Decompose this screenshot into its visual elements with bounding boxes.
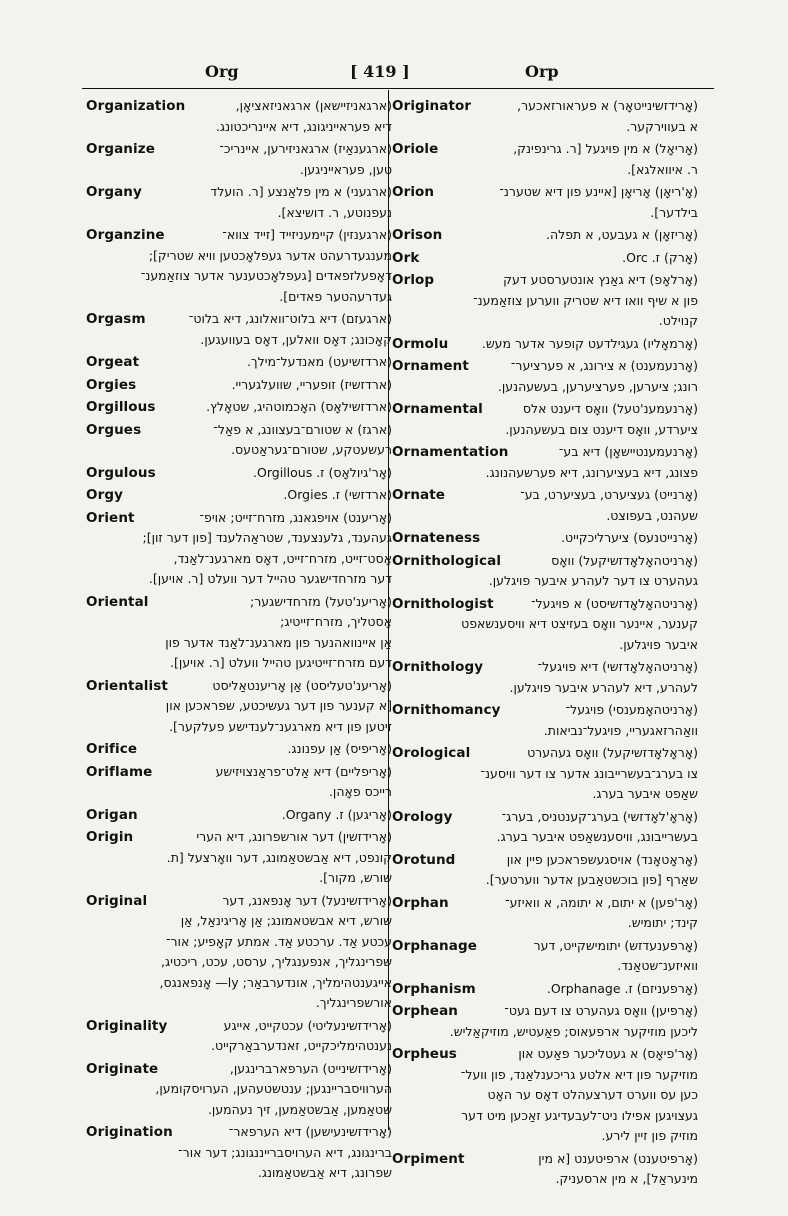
entry-definition-start: (אָרניטהאָלאָדזשיקעל) וואָס [551, 552, 698, 568]
entry-first-line [86, 420, 392, 441]
entry-definition-line: בילדער]. [650, 204, 698, 220]
entry-headword: Ork [392, 249, 420, 266]
entry-definition-line: מוזיקער פון דיא אלטע גריכענלאַנד, פון וועל־ [460, 1066, 698, 1082]
entry-first-line [392, 528, 698, 549]
dictionary-entry [86, 352, 392, 373]
entry-headword: Orgues [86, 421, 142, 438]
entry-headword: Organzine [86, 227, 165, 243]
entry-definition-start: (אָריענט) אויפגאנג, מזרח־זייט; אויפ־ [199, 509, 392, 525]
entry-definition-line: געצויגען אפילו ניט־לעבעדיגע זאַכען מיט דער [461, 1107, 698, 1123]
entry-definition-line: ליכען מוזיקער ארפעאוס; פאַעטיש, מוזיקאַליש. [449, 1023, 698, 1039]
entry-definition-start: (ארגאניזיישאן) ארגאניזאציאָן, [235, 98, 392, 113]
dictionary-entry [86, 225, 392, 307]
entry-headword: Origin [86, 829, 134, 845]
entry-headword: Orpheus [392, 1046, 457, 1062]
entry-first-line [86, 891, 392, 912]
entry-definition-line: נענטהימליכקייט, זאנדערבאַרקייט. [211, 1038, 392, 1053]
dictionary-entry [392, 96, 698, 137]
entry-definition-line: עכטע אַד. ערכטע אַד. אמתע קאָפיע; אור־ [165, 933, 392, 949]
dictionary-entry [392, 936, 698, 977]
dictionary-entry [86, 463, 392, 484]
dictionary-entry [86, 592, 392, 674]
entry-definition-start: (אָרידזשינייט) הערפארברינגען, [229, 1060, 392, 1076]
dictionary-entry [392, 485, 698, 526]
entry-first-line [392, 1001, 698, 1022]
entry-definition-line: רעשעטקע, שטורם־געראַטעס. [231, 442, 392, 457]
entry-first-line [86, 762, 392, 783]
entry-definition-line: שפרינגליך, אנפענגליך, ערסט, עכט, ריכטיג, [161, 954, 392, 969]
dictionary-entry [392, 807, 698, 848]
entry-definition-line: מוזיק פון זיין לירע. [601, 1128, 698, 1143]
dictionary-entry [392, 248, 698, 269]
entry-definition-line: מינעראַל], א מין ארסעניק. [555, 1171, 698, 1186]
dictionary-entry [86, 1122, 392, 1184]
entry-first-line [86, 139, 392, 160]
entry-definition-line: ברינגונג, דיא הערויסברייננגונג; דער אור־ [178, 1144, 392, 1160]
entry-definition-line: אורשפרינגליך. [315, 995, 392, 1010]
entry-definition-start: (אָרניטהאָלאָדזשיסט) א פויגעל־ [531, 595, 698, 611]
dictionary-entry [392, 1001, 698, 1042]
entry-first-line [392, 139, 698, 160]
entry-definition-line: מענגעדרעהט אדער געפלאָכטען וויא שטריק]; [148, 247, 392, 263]
dictionary-entry [392, 139, 698, 180]
dictionary-entry [86, 739, 392, 760]
entry-definition-start: (אָראָלאָדזשיקעל) וואָס געהערט [527, 745, 698, 760]
dictionary-entry [392, 551, 698, 592]
entry-headword: Ornithomancy [392, 702, 501, 718]
entry-definition-start: (ארגעני) א מין פלאַנצע [ר. הועלד [210, 184, 392, 199]
entry-definition-line: געהערט צו דער לעהרע איבער פויגלען. [488, 573, 698, 588]
entry-definition-line: קינד; יתומיש. [627, 915, 698, 930]
entry-definition-line: [א קענער פון דער געשיכטע, שפראכען און [165, 698, 392, 713]
entry-first-line [86, 508, 392, 529]
entry-definition-start: (אָרלאָפ) דיא גאַנץ אונטערסטע דעק [503, 272, 698, 287]
entry-definition-line: געדרעהטער פאדים]. [279, 288, 392, 304]
entry-first-line [392, 594, 698, 615]
header-right-guide-word: Orp [525, 62, 559, 81]
entry-headword: Organize [86, 141, 155, 157]
dictionary-entry [86, 375, 392, 396]
entry-definition-start: (אָרפיטענט) ארפיטענט [א מין [538, 1150, 698, 1166]
entry-headword: Organy [86, 184, 142, 200]
entry-first-line [392, 96, 698, 117]
entry-first-line [86, 182, 392, 203]
dictionary-entry [392, 442, 698, 483]
entry-definition-start: (אָריענ'טעל) מזרחדישגער; [250, 593, 392, 609]
entry-definition-start: (אָריאָל) א מין פויגעל [ר. גרינפינק, [513, 141, 698, 156]
entry-first-line [392, 399, 698, 420]
entry-headword: Orient [86, 509, 135, 526]
entry-definition-line: בעשרייבונג, וויסענשאַפט איבער בערג. [496, 829, 698, 844]
entry-first-line [86, 739, 392, 760]
entry-first-line [86, 225, 392, 246]
dictionary-entry [86, 1059, 392, 1121]
entry-first-line [86, 309, 392, 330]
entry-headword: Orgulous [86, 464, 156, 481]
entry-headword: Orology [392, 808, 453, 825]
entry-definition-start: (אָראָטאָנד) אויסגעשפראכען פיין און [506, 851, 698, 867]
entry-definition-start: (ארדזשילאָס) האָכמוטהיג, שטאָלץ. [206, 399, 392, 414]
entry-definition-start: (אָרנייט) געציערט, בעציערט, בע־ [520, 487, 698, 502]
entry-headword: Orgeat [86, 354, 140, 370]
entry-headword: Ornate [392, 487, 446, 503]
entry-definition-start: (אָרנעמענטיישאָן) דיא בע־ [558, 444, 698, 459]
entry-first-line [392, 700, 698, 721]
entry-definition-line: איבער פויגלען. [619, 636, 698, 652]
entry-headword: Ormolu [392, 335, 449, 352]
entry-headword: Orgillous [86, 399, 156, 415]
entry-headword: Ornamentation [392, 444, 509, 460]
entry-definition-start: (אָרנעמענט) א צירונג, א פערציער־ [510, 358, 698, 373]
entry-definition-start: (אָרנעמענ'טעל) וואָס דיענט אלס [522, 401, 698, 416]
entry-first-line [392, 270, 698, 291]
header-left-guide-word: Org [205, 62, 239, 81]
entry-headword: Orifice [86, 741, 138, 757]
entry-definition-line: אָסטליך, מזרח־זייטיג; [280, 614, 392, 629]
entry-definition-line: דער מזרחדישגער טהייל דער וועלט [ר. אויען]. [148, 571, 392, 586]
entry-headword: Originate [86, 1060, 159, 1077]
entry-definition-line: שעהנט, בעפוצט. [606, 507, 698, 523]
entry-definition-start: (אָרפיען) וואָס געהערט צו דעם געט־ [504, 1003, 698, 1018]
dictionary-entry [86, 676, 392, 738]
entry-definition-start: (אָרנייטנעס) ציערליכקייט. [561, 530, 698, 545]
entry-definition-start: (ארדזשיז) זופעריי, שוועלגעריי. [231, 376, 392, 392]
entry-definition-line: זיטען פון דיא מארגענ־לענדישע פעלקער]. [169, 718, 392, 734]
entry-first-line [86, 96, 392, 117]
entry-definition-start: (אָר'פען) א יתום, א יתומה, א וואיזע־ [505, 894, 698, 910]
entry-first-line [392, 225, 698, 246]
dictionary-entry [86, 891, 392, 1014]
entry-first-line [392, 807, 698, 828]
entry-headword: Orphean [392, 1003, 458, 1019]
entry-definition-start: (אָרידזשינייטאָר) א פעראורזאכער, [517, 98, 698, 113]
entry-definition-start: (ארדזשיעט) מאנדעל־מילך. [246, 354, 392, 369]
entry-first-line [392, 893, 698, 914]
entry-definition-line: אַן איינוואהנער פון מארגענ־לאַנד אדער פון [165, 634, 392, 650]
entry-first-line [392, 356, 698, 377]
entry-definition-line: קונפט, דיא אַבשטאַמונג, דער וואָרצעל [ת. [166, 849, 392, 865]
dictionary-entry [86, 182, 392, 223]
entry-definition-start: (אָריפליים) דיא אַלט־פראַנצויזישע [215, 763, 392, 779]
entry-definition-start: (אָריענ'טעליסט) אַן אָריענטאַליסט [212, 677, 392, 693]
entry-definition-start: (ארגענאַיז) ארגאניזירען, איינריכ־ [219, 141, 392, 156]
entry-definition-start: (אָרידזשינעליטי) עכטקייט, אייגע [223, 1017, 392, 1033]
entry-first-line [86, 1016, 392, 1037]
entry-definition-start: (אָרפענעדזש) יתומישקייט, דער [533, 937, 698, 953]
entry-first-line [392, 248, 698, 269]
entry-headword: Ornateness [392, 530, 481, 546]
entry-definition-line: געהענד, גלענצענד, שטראַהלענד [פון דער זון]; [142, 530, 392, 545]
entry-definition-start: (אָריזאָן) א געבעט, א תפלה. [545, 227, 698, 242]
entry-first-line [392, 442, 698, 463]
entry-definition-line: כען עס ווערט דערצעהלט דאָס ער האָט [487, 1087, 698, 1102]
dictionary-entry [392, 594, 698, 656]
entry-definition-line: שטאַמען, אַבשטאַמען, זיך נעהמען. [207, 1101, 392, 1117]
entry-definition-line: דעם מזרח־זייטיגען טהייל וועלט [ר. אויען]. [170, 655, 392, 670]
entry-definition-line: אָסט־זייט, מזרח־זייט, דאָס מארגענ־לאַנד, [173, 550, 392, 566]
dictionary-entry [392, 356, 698, 397]
entry-definition-line: ר. איוואלגא]. [627, 161, 698, 177]
entry-first-line [392, 850, 698, 871]
entry-first-line [86, 676, 392, 697]
entry-definition-line: שאַרף [פון בוכשטאַבען אדער ווערטער]. [485, 872, 698, 887]
dictionary-entry [86, 139, 392, 180]
entry-headword: Orison [392, 227, 443, 243]
entry-headword: Origination [86, 1124, 173, 1140]
entry-first-line [86, 375, 392, 396]
entry-headword: Origan [86, 806, 138, 823]
entry-headword: Orion [392, 184, 435, 200]
entry-definition-line: אייגענטהימליך, אונדערבאַר; ly— אָנפאנגס, [159, 974, 392, 990]
dictionary-entry [86, 309, 392, 350]
entry-definition-line: ציערדע, וואָס דיענט צום בעשעהנען. [505, 421, 698, 437]
entry-first-line [86, 1122, 392, 1143]
entry-definition-start: (אָרניטהאָלאָדזשי) דיא פויגעל־ [537, 659, 698, 674]
entry-definition-start: (אָרניטהאָמענסי) פויגעל־ [565, 702, 698, 717]
entry-definition-line: שורש, מקור]. [319, 870, 392, 885]
entry-first-line [86, 805, 392, 826]
entry-definition-line: וואיזענ־שטאַנד. [617, 958, 698, 973]
entry-headword: Orpiment [392, 1150, 465, 1167]
entry-definition-line: דאָפעלזפאדים [געפלאָכטענער אדער צוזאַמענ־ [140, 268, 392, 283]
dictionary-entry [392, 979, 698, 1000]
entry-headword: Oriole [392, 141, 439, 157]
entry-headword: Ornithologist [392, 595, 494, 612]
entry-definition-line: רייכס פאָהן. [328, 784, 392, 799]
entry-first-line [392, 334, 698, 355]
entry-first-line [392, 182, 698, 203]
dictionary-entry [392, 528, 698, 549]
entry-first-line [86, 463, 392, 484]
dictionary-entry [392, 700, 698, 741]
entry-first-line [392, 743, 698, 764]
entry-headword: Organization [86, 98, 186, 114]
dictionary-entry [392, 893, 698, 934]
entry-definition-line: שורש, דיא אבשטאמונג; אַן אָריגינאַל, אַן [180, 913, 392, 928]
dictionary-entry [86, 805, 392, 826]
left-column [86, 96, 392, 1180]
entry-definition-line: וואַהרזאגעריי, פויגעל־נביאות. [543, 722, 698, 738]
dictionary-entry [392, 1149, 698, 1190]
entry-definition-line: א בעווירקער. [626, 118, 698, 134]
entry-headword: Original [86, 892, 148, 909]
entry-definition-line: דיא פעראייניגונג, דיא איינריכטונג. [215, 118, 392, 134]
entry-headword: Orgies [86, 376, 137, 393]
entry-definition-line: פצונג, דיא בעציערונג, דיא פערשעהנונג. [485, 464, 698, 480]
entry-headword: Originator [392, 98, 472, 114]
entry-first-line [392, 485, 698, 506]
right-column [392, 96, 698, 1186]
dictionary-entry [392, 657, 698, 698]
entry-definition-line: קנוילט. [658, 313, 698, 328]
entry-headword: Orphanism [392, 980, 476, 997]
entry-first-line [392, 1044, 698, 1065]
dictionary-entry [392, 225, 698, 246]
entry-first-line [392, 979, 698, 1000]
entry-definition-start: (אָרידזשינעישען) דיא הערפאר־ [228, 1124, 392, 1139]
dictionary-entry [86, 1016, 392, 1057]
entry-headword: Orphanage [392, 937, 477, 954]
entry-headword: Orotund [392, 851, 456, 868]
entry-headword: Orlop [392, 272, 435, 288]
entry-first-line [392, 936, 698, 957]
entry-headword: Orientalist [86, 677, 168, 694]
entry-headword: Orgasm [86, 311, 146, 327]
entry-first-line [86, 485, 392, 506]
entry-first-line [86, 592, 392, 613]
dictionary-entry [86, 762, 392, 803]
entry-definition-start: (אָריגען) ז. Organy. [281, 806, 392, 822]
dictionary-entry [86, 96, 392, 137]
entry-definition-start: (אָר'גיולאָס) ז. Orgillous. [253, 464, 392, 480]
entry-first-line [86, 1059, 392, 1080]
entry-first-line [86, 827, 392, 848]
entry-definition-start: (אָרפעניזם) ז. Orphanage. [546, 980, 698, 996]
entry-definition-line: קאָכונג; דאָס וואלען, דאָס בעוועגען. [200, 331, 392, 347]
entry-definition-start: (ארדזשי) ז. Orgies. [283, 487, 392, 502]
entry-definition-line: נעפנוטע, ר. דושיצא]. [277, 204, 392, 220]
entry-definition-start: (אָרידזשינעל) דער אָנפאנג, דער [222, 892, 392, 908]
entry-definition-start: (אָ'ריאָן) אָריאָן [איינע פון דיא שטערנ־ [499, 184, 698, 199]
entry-definition-line: שאַפט איבער בערג. [592, 786, 698, 801]
entry-first-line [86, 352, 392, 373]
dictionary-entry [86, 397, 392, 418]
dictionary-entry [86, 420, 392, 461]
dictionary-entry [86, 827, 392, 889]
entry-definition-line: רונג; ציערען, פערציערען, בעשעהנען. [497, 378, 698, 394]
dictionary-entry [392, 270, 698, 332]
dictionary-entry [392, 743, 698, 805]
entry-definition-start: (ארגענזין) קיימעניזייד [זייד צווא־ [222, 227, 392, 242]
entry-definition-start: (אָריפיס) אַן עפנונג. [287, 741, 392, 756]
dictionary-entry [86, 485, 392, 506]
entry-first-line [392, 551, 698, 572]
entry-definition-line: קענער, איינער וואָס בעזיצט דיא וויסענשאפט [461, 616, 698, 631]
entry-definition-start: (אָר'פיאָס) א געטליכער פאַעט און [518, 1046, 698, 1061]
entry-definition-start: (אָרק) ז. Orc. [622, 249, 698, 265]
entry-first-line [86, 397, 392, 418]
entry-headword: Ornithological [392, 552, 502, 569]
entry-headword: Ornamental [392, 401, 483, 417]
page-number: [ 419 ] [350, 62, 410, 81]
entry-definition-line: צו בערג־בעשרייבונג אדער צו דער וויסענ־ [480, 765, 698, 781]
entry-definition-start: (אָראָ'לאָדזשי) בערג־קענטניס, בערג־ [501, 808, 698, 824]
entry-definition-line: טען, פעראייניגען. [299, 161, 392, 177]
entry-definition-start: (ארגז) א שטורם־בעצוונג, א פאַל־ [213, 421, 392, 437]
dictionary-entry [392, 850, 698, 891]
entry-definition-line: פון א שיף וואו דיא שטריק ווערען צוזאַמענ־ [473, 292, 698, 308]
page-header [80, 62, 710, 86]
entry-headword: Originality [86, 1017, 168, 1034]
entry-headword: Ornithology [392, 659, 484, 675]
entry-headword: Orological [392, 745, 471, 761]
entry-definition-line: שפרונג, דיא אַבשטאַמונג. [257, 1165, 392, 1180]
entry-headword: Oriental [86, 593, 149, 610]
entry-first-line [392, 657, 698, 678]
entry-headword: Orgy [86, 487, 123, 503]
entry-definition-line: הערוויסבריינגען; ענטשטעהען, הערויסקומען, [155, 1081, 392, 1096]
dictionary-entry [392, 182, 698, 223]
entry-definition-line: לעהרע, דיא לעהרע איבער פויגלען. [509, 679, 698, 695]
dictionary-entry [392, 334, 698, 355]
dictionary-entry [392, 399, 698, 440]
entry-headword: Oriflame [86, 763, 153, 780]
entry-headword: Ornament [392, 358, 469, 374]
dictionary-entry [392, 1044, 698, 1147]
entry-first-line [392, 1149, 698, 1170]
entry-definition-start: (אָרידזשין) דער אורשפרונג, דיא הערי [196, 829, 392, 844]
entry-definition-start: (ארגעזם) דיא בלוט־וואלונג, דיא בלוט־ [188, 311, 392, 326]
entry-headword: Orphan [392, 894, 449, 911]
header-rule [82, 88, 714, 89]
dictionary-entry [86, 508, 392, 590]
entry-definition-start: (אָרמאָליו) געגילדעט קופער אדער מעש. [481, 335, 698, 351]
